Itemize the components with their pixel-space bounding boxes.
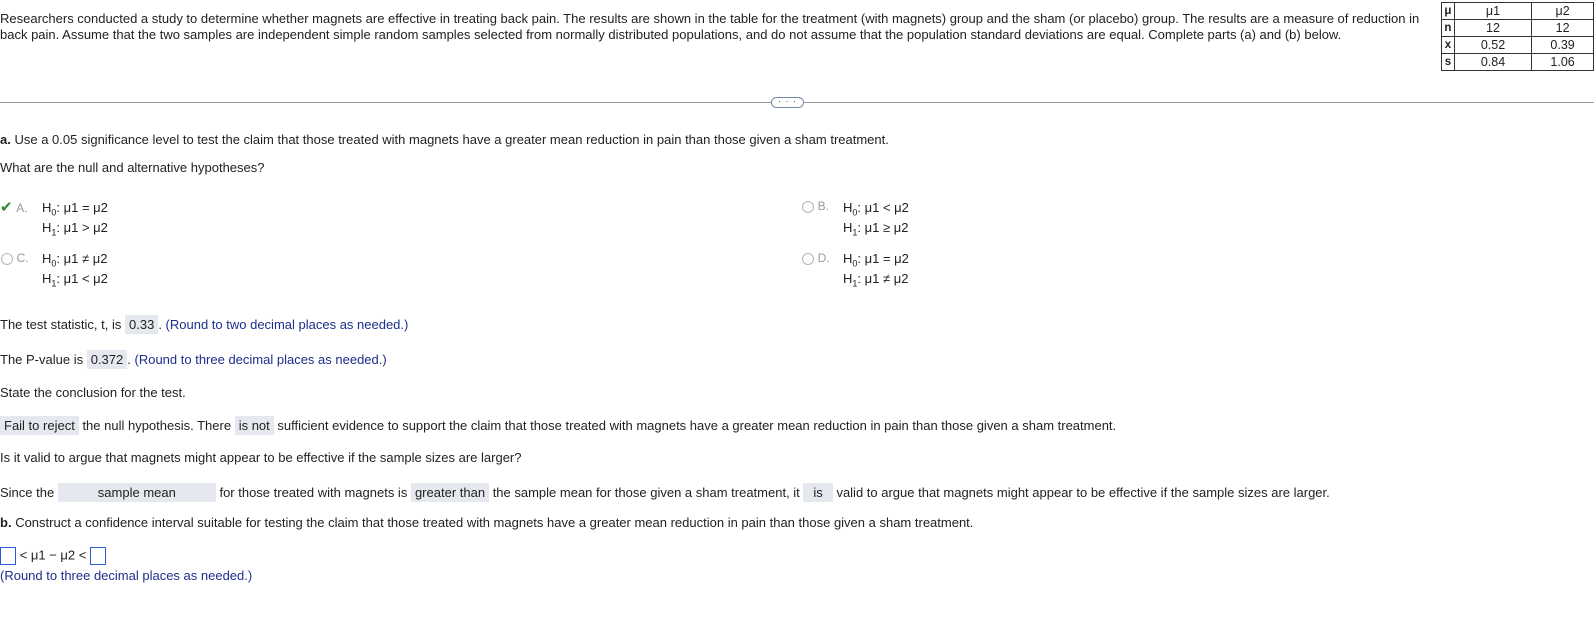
option-d-h1-expr: μ1 ≠ μ2 <box>864 271 909 286</box>
option-a[interactable] <box>0 198 28 216</box>
option-b-h1-expr: μ1 ≥ μ2 <box>864 220 909 235</box>
table-row-label: n <box>1442 20 1455 37</box>
upper-bound-input[interactable] <box>90 547 106 565</box>
option-d[interactable] <box>802 250 830 265</box>
more-options-button[interactable]: · · · <box>771 97 804 108</box>
table-cell: 12 <box>1454 20 1531 37</box>
test-statistic-line: The test statistic, t, is 0.33 . (Round to two decimal places as needed.) <box>0 317 409 332</box>
option-d-h0-expr: μ1 = μ2 <box>864 251 909 266</box>
table-cell: 0.52 <box>1454 37 1531 54</box>
problem-intro: Researchers conducted a study to determine whether magnets are effective in treating back pain. The results are shown in the table for the treatment (with magnets) group and the sham (or placebo) group. The results are a measure of reduction in back pain. Assume that the two samples are independent simple random samples selected from normally distributed populations, and do not assume that the population standard deviations are equal. Complete parts (a) and (b) below. <box>0 11 1420 42</box>
part-a-question-text: Use a 0.05 significance level to test the claim that those treated with magnets have a greater mean reduction in pain than those given a sham treatment. <box>14 132 889 147</box>
conclusion-prompt: State the conclusion for the test. <box>0 385 186 400</box>
since-dropdown-3[interactable]: is <box>803 483 832 502</box>
pvalue-prefix: The P-value is <box>0 352 84 367</box>
conclusion-end: sufficient evidence to support the claim that those treated with magnets have a greater mean reduction in pain than those given a sham treatment. <box>277 418 1117 433</box>
table-header-row <box>1442 3 1594 20</box>
table-cell: 0.84 <box>1454 54 1531 71</box>
since-dropdown-1[interactable]: sample mean <box>58 483 216 502</box>
table-corner-cell: μ <box>1442 3 1455 20</box>
option-b-h0: $H_0$: μ1 < μ2 <box>843 200 909 218</box>
since-line <box>0 483 1330 502</box>
table-header-mu2: μ2 <box>1532 3 1594 20</box>
option-c-h1: $H_1$: μ1 < μ2 <box>42 271 108 289</box>
option-b-h0-expr: μ1 < μ2 <box>864 200 909 215</box>
option-a-h0: $H_0$: μ1 = μ2 <box>42 200 108 218</box>
option-a-h1: $H_1$: μ1 > μ2 <box>42 220 108 238</box>
pvalue-answer[interactable]: 0.372 <box>87 350 128 369</box>
option-c-h0-expr: μ1 ≠ μ2 <box>63 251 108 266</box>
since-end: valid to argue that magnets might appear to be effective if the sample sizes are larger. <box>836 485 1330 500</box>
conclusion-dropdown-1[interactable]: Fail to reject <box>0 416 79 435</box>
pvalue-hint: (Round to three decimal places as needed.) <box>134 352 387 367</box>
conclusion-dropdown-2[interactable]: is not <box>235 416 274 435</box>
table-cell: 12 <box>1532 20 1594 37</box>
since-mid-1: for those treated with magnets is <box>219 485 408 500</box>
confidence-interval-row <box>0 547 106 565</box>
since-mid-2: the sample mean for those given a sham treatment, it <box>492 485 800 500</box>
conclusion-mid: the null hypothesis. There <box>82 418 232 433</box>
part-b-question <box>0 515 973 530</box>
test-statistic-prefix: The test statistic, t, is <box>0 317 122 332</box>
since-dropdown-2[interactable]: greater than <box>411 483 489 502</box>
radio-button[interactable] <box>1 253 13 265</box>
part-a-label: a. <box>0 132 11 147</box>
interval-expression: < μ1 − μ2 < <box>19 547 87 563</box>
option-a-h1-expr: μ1 > μ2 <box>63 220 108 235</box>
part-a-question <box>0 132 889 147</box>
radio-button[interactable] <box>802 253 814 265</box>
option-d-h0: $H_0$: μ1 = μ2 <box>843 251 909 269</box>
option-b-letter: B. <box>817 199 829 213</box>
valid-question: Is it valid to argue that magnets might appear to be effective if the sample sizes are larger? <box>0 450 522 465</box>
option-a-h0-expr: μ1 = μ2 <box>63 200 108 215</box>
since-prefix: Since the <box>0 485 55 500</box>
option-d-letter: D. <box>817 251 830 265</box>
table-header-mu1: μ1 <box>1454 3 1531 20</box>
table-row <box>1442 20 1594 37</box>
table-row <box>1442 54 1594 71</box>
part-b-hint: (Round to three decimal places as needed.) <box>0 568 253 583</box>
option-c-letter: C. <box>16 251 29 265</box>
option-b[interactable] <box>802 198 829 213</box>
hypotheses-question: What are the null and alternative hypotheses? <box>0 160 265 175</box>
option-b-h1: $H_1$: μ1 ≥ μ2 <box>843 220 909 238</box>
conclusion-line <box>0 418 1116 433</box>
option-c-h1-expr: μ1 < μ2 <box>63 271 108 286</box>
table-row <box>1442 37 1594 54</box>
table-cell: 1.06 <box>1532 54 1594 71</box>
pvalue-line: The P-value is 0.372 . (Round to three decimal places as needed.) <box>0 352 387 367</box>
option-d-h1: $H_1$: μ1 ≠ μ2 <box>843 271 909 289</box>
data-table <box>1441 2 1594 71</box>
option-a-letter: A. <box>16 201 28 215</box>
table-row-label: s <box>1442 54 1455 71</box>
checkmark-icon: ✔ <box>0 199 13 216</box>
lower-bound-input[interactable] <box>0 547 16 565</box>
part-b-label: b. <box>0 515 12 530</box>
option-c[interactable] <box>1 250 29 265</box>
radio-button[interactable] <box>802 201 814 213</box>
part-b-question-text: Construct a confidence interval suitable for testing the claim that those treated with magnets have a greater mean reduction in pain than those given a sham treatment. <box>15 515 974 530</box>
table-cell: 0.39 <box>1532 37 1594 54</box>
table-row-label: x <box>1442 37 1455 54</box>
test-statistic-hint: (Round to two decimal places as needed.) <box>165 317 409 332</box>
option-c-h0: $H_0$: μ1 ≠ μ2 <box>42 251 108 269</box>
test-statistic-answer[interactable]: 0.33 <box>125 315 158 334</box>
